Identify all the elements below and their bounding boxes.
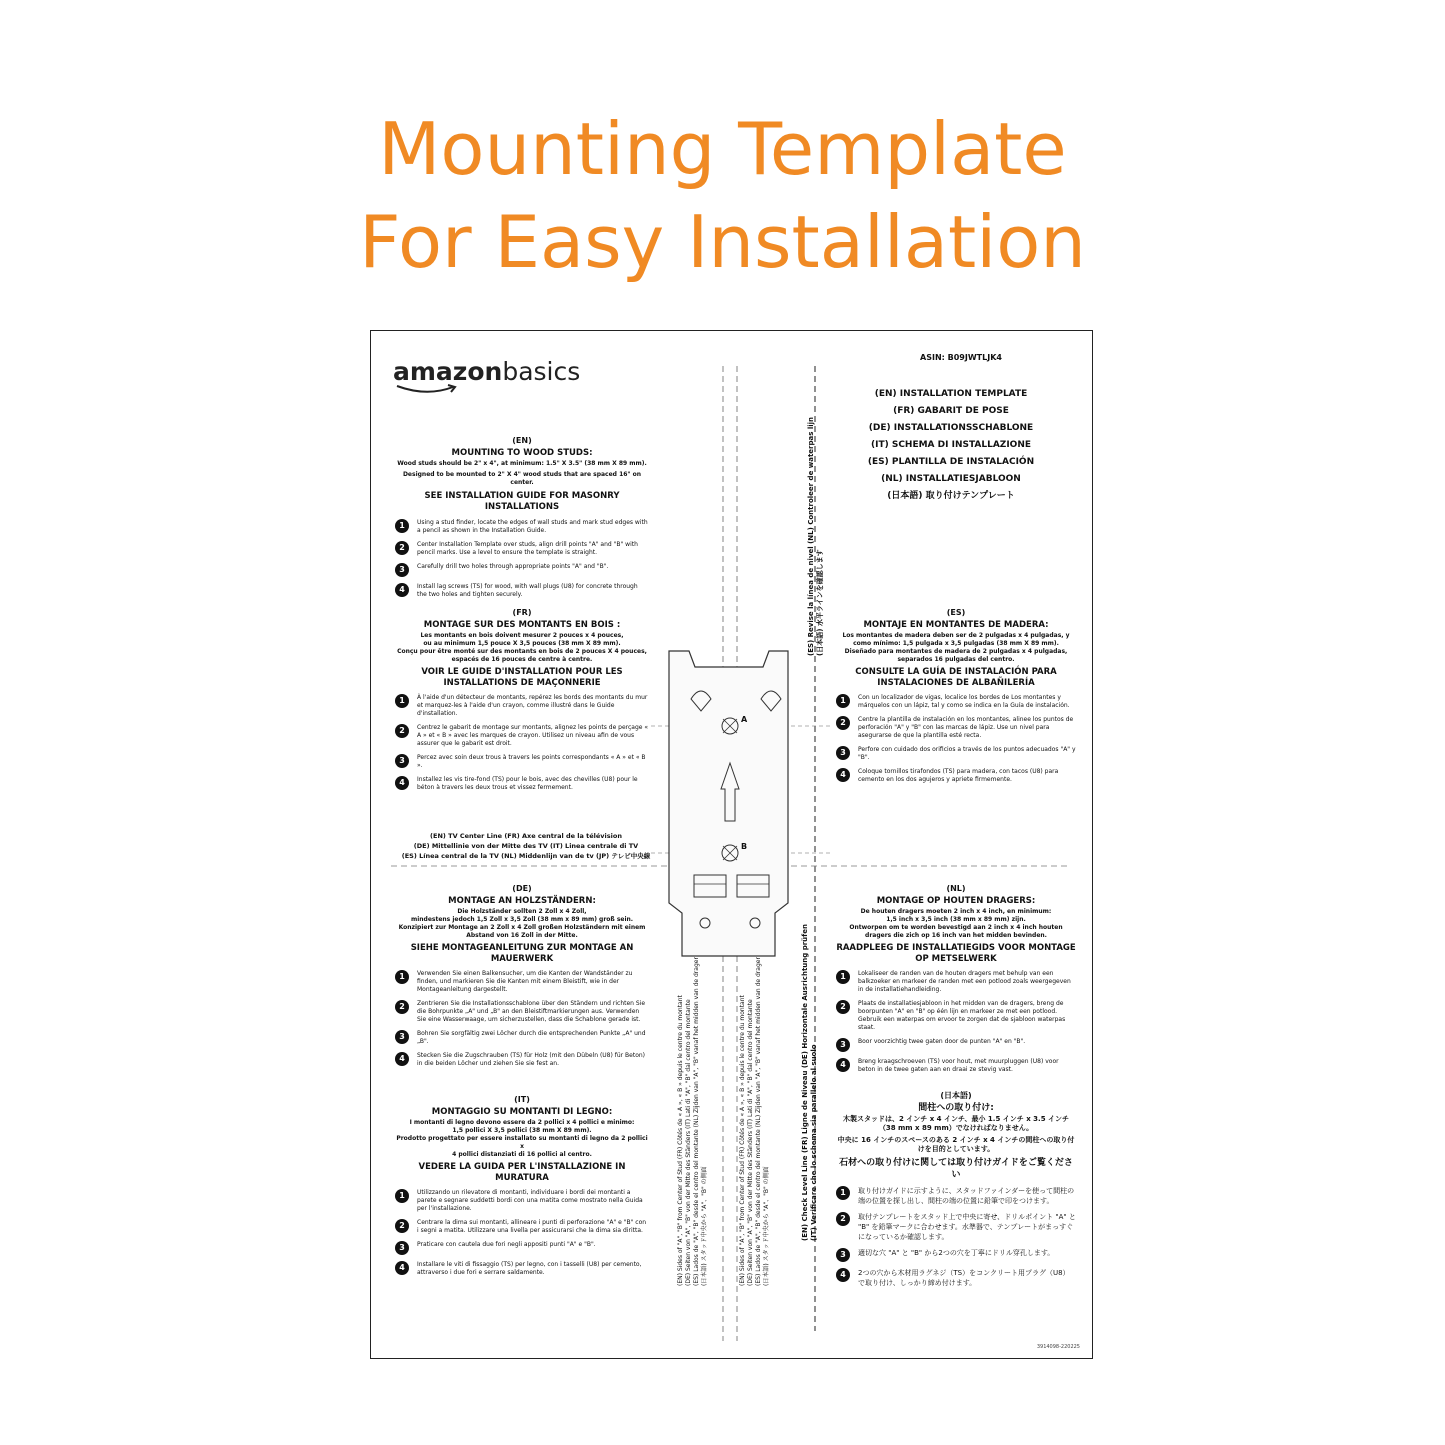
section-it-line: I montanti di legno devono essere da 2 pollici x 4 pollici e minimo: <box>409 1119 635 1126</box>
level-bottom-line-2: (IT) Verificare che lo schema sia parallelo al suolo <box>810 1044 818 1241</box>
step-text: Breng kraagschroeven (TS) voor hout, met muurpluggen (U8) voor beton in de twee gaten aan en draai ze stevig vast. <box>858 1058 1059 1073</box>
step-item <box>395 1189 649 1213</box>
step-number-icon: 1 <box>395 1189 409 1203</box>
section-nl-steps <box>836 970 1076 1074</box>
step-text: Zentrieren Sie die Installationsschablone über den Ständern und richten Sie die Bohrpunkte „A" und „B" an den Bleistiftmarkierungen aus. Verwenden Sie eine Wasserwaage, um sicherzustellen, dass die Schablone gerade ist. <box>417 1000 646 1023</box>
level-line-label-bottom <box>801 924 819 1241</box>
section-it-lang: (IT) <box>514 1095 530 1104</box>
step-text: 2つの穴から木材用ラグネジ（TS）をコンクリート用プラグ（U8）で取り付け、しっかり締め付けます。 <box>858 1269 1070 1287</box>
title-es: (ES) PLANTILLA DE INSTALACIÓN <box>867 457 1035 467</box>
section-es-line: Diseñado para montantes de madera de 2 pulgadas x 4 pulgadas, <box>844 648 1068 655</box>
step-number-icon: 4 <box>395 583 409 597</box>
step-item <box>395 1030 649 1046</box>
section-de-line: Konzipiert zur Montage an 2 Zoll x 4 Zoll großen Holzständern mit einem <box>398 924 646 931</box>
step-item <box>836 1000 1076 1032</box>
step-item <box>836 1058 1076 1074</box>
step-text: Plaats de installatiesjabloon in het midden van de dragers, breng de boorpunten "A" en "B" op één lijn en markeer ze met een potlood. Gebruik een waterpas om ervoor te zorgen dat de sjabloon waterpas staat. <box>858 1000 1066 1031</box>
section-fr-line: espacés de 16 pouces de centre à centre. <box>451 656 593 663</box>
step-number-icon: 1 <box>836 1186 850 1200</box>
step-number-icon: 2 <box>395 1219 409 1233</box>
tv-center-line-2: (DE) Mittellinie von der Mitte des TV (IT) Linea centrale di TV <box>413 842 639 850</box>
logo-wordmark-bold: amazon <box>393 357 503 386</box>
section-en-heading: MOUNTING TO WOOD STUDS: <box>451 448 593 458</box>
section-de-line: mindestens jedoch 1,5 Zoll x 3,5 Zoll (38 mm x 89 mm) groß sein. <box>410 916 634 923</box>
step-item <box>836 1268 1076 1288</box>
headline-line-2: For Easy Installation <box>359 200 1086 284</box>
section-jp-heading: 間柱への取り付け: <box>918 1103 994 1113</box>
section-fr-see-guide: VOIR LE GUIDE D'INSTALLATION POUR LES INSTALLATIONS DE MAÇONNERIE <box>421 667 623 688</box>
section-fr-lang: (FR) <box>512 608 532 617</box>
stud-left-line-4: (日本語) スタッド中央から "A"、"B" の側面 <box>701 1166 708 1286</box>
stud-right-line-4: (日本語) スタッド中央から "A"、"B" の側面 <box>763 1166 770 1286</box>
step-item <box>395 1261 649 1277</box>
section-es-see-guide: CONSULTE LA GUÍA DE INSTALACIÓN PARA INSTALACIONES DE ALBAÑILERÍA <box>855 667 1057 688</box>
step-text: Centrare la dima sui montanti, allineare i punti di perforazione "A" e "B" con i segni a matita. Utilizzare una livella per assicurarsi che la dima sia diritta. <box>417 1219 647 1234</box>
step-text: Carefully drill two holes through appropriate points "A" and "B". <box>417 563 609 570</box>
step-number-icon: 1 <box>395 519 409 533</box>
stud-side-label-left <box>677 957 709 1286</box>
section-de-see-guide: SIEHE MONTAGEANLEITUNG ZUR MONTAGE AN MAUERWERK <box>410 943 634 964</box>
title-de: (DE) INSTALLATIONSSCHABLONE <box>868 423 1034 433</box>
step-text: Centre la plantilla de instalación en los montantes, alinee los puntos de perforación "A" y "B" con las marcas de lápiz. Use un nivel para asegurarse de que la plantilla esté recta. <box>858 716 1074 739</box>
section-nl-lang: (NL) <box>946 884 966 893</box>
step-text: Praticare con cautela due fori negli appositi punti "A" e "B". <box>417 1241 596 1248</box>
section-nl-line: 1,5 inch x 3,5 inch (38 mm x 89 mm) zijn. <box>886 916 1026 923</box>
step-text: Installare le viti di fissaggio (TS) per legno, con i tasselli (U8) per cemento, attraverso i due fori e serrare saldamente. <box>417 1261 642 1276</box>
step-text: 取付テンプレートをスタッド上で中央に寄せ、ドリルポイント "A" と "B" を鉛筆マークに合わせます。水準器で、テンプレートがまっすぐになっているか確認します。 <box>858 1213 1076 1241</box>
title-fr: (FR) GABARIT DE POSE <box>893 406 1009 416</box>
drill-point-b-label: B <box>741 842 748 851</box>
section-it-line: 1,5 pollici X 3,5 pollici (38 mm X 89 mm). <box>452 1127 592 1134</box>
step-text: Con un localizador de vigas, localice los bordes de Los montantes y márquelos con un lápiz, tal y como se indica en la Guía de instalación. <box>858 694 1070 709</box>
title-nl: (NL) INSTALLATIESJABLOON <box>881 474 1021 484</box>
section-it-heading: MONTAGGIO SU MONTANTI DI LEGNO: <box>431 1107 613 1117</box>
step-number-icon: 2 <box>836 1212 850 1226</box>
section-fr-line: Conçu pour être monté sur des montants en bois de 2 pouces X 4 pouces, <box>397 648 647 655</box>
step-item <box>395 1052 649 1068</box>
section-it <box>395 1095 649 1283</box>
step-number-icon: 3 <box>836 746 850 760</box>
step-text: Boor voorzichtig twee gaten door de punten "A" en "B". <box>858 1038 1026 1045</box>
step-number-icon: 3 <box>395 563 409 577</box>
step-text: Stecken Sie die Zugschrauben (TS) für Holz (mit den Dübeln (U8) für Beton) in die beiden Löcher und ziehen Sie sie fest an. <box>417 1052 646 1067</box>
step-item <box>836 970 1076 994</box>
section-it-steps <box>395 1189 649 1277</box>
headline-line-1: Mounting Template <box>378 107 1067 191</box>
step-number-icon: 4 <box>395 1261 409 1275</box>
section-en-lang: (EN) <box>512 436 532 445</box>
section-fr-line: ou au minimum 1,5 pouce X 3,5 pouces (38 mm X 89 mm). <box>423 640 621 647</box>
step-text: Bohren Sie sorgfältig zwei Löcher durch die entsprechenden Punkte „A" und „B". <box>417 1030 646 1045</box>
step-number-icon: 4 <box>395 1052 409 1066</box>
tv-center-line-3: (ES) Línea central de la TV (NL) Middenlijn van de tv (JP) テレビ中央線 <box>401 852 651 860</box>
stud-right-line-1: (EN) Sides of "A", "B" from Center of Stud (FR) Côtés de « A », « B » depuis le centre du montant <box>739 995 746 1286</box>
section-nl-line: De houten dragers moeten 2 inch x 4 inch, en minimum: <box>860 908 1052 915</box>
step-item <box>836 1248 1076 1262</box>
step-number-icon: 4 <box>836 1058 850 1072</box>
title-en: (EN) INSTALLATION TEMPLATE <box>874 389 1028 399</box>
level-top-line-1: (ES) Revise la línea de nivel (NL) Controleer de waterpas lijn <box>807 416 815 656</box>
step-number-icon: 4 <box>395 776 409 790</box>
step-number-icon: 3 <box>395 1241 409 1255</box>
section-fr-heading: MONTAGE SUR DES MONTANTS EN BOIS : <box>423 620 621 630</box>
step-item <box>395 1241 649 1255</box>
stud-left-line-2: (DE) Seiten von "A", "B" von der Mitte des Ständers (IT) Lati di "A", "B" dal centro del montante <box>685 999 692 1286</box>
section-jp-line: 木製スタッドは、2 インチ x 4 インチ、最小 1.5 インチ x 3.5 インチ（38 mm x 89 mm）でなければなりません。 <box>842 1115 1069 1132</box>
section-it-see-guide: VEDERE LA GUIDA PER L'INSTALLAZIONE IN MURATURA <box>418 1162 626 1183</box>
section-de-steps <box>395 970 649 1068</box>
step-number-icon: 4 <box>836 1268 850 1282</box>
logo-wordmark-light: basics <box>502 357 581 386</box>
drill-point-a-label: A <box>741 715 748 724</box>
step-text: Install lag screws (TS) for wood, with wall plugs (U8) for concrete through the two holes and tighten securely. <box>417 583 638 598</box>
section-es-line: separados 16 pulgadas del centro. <box>897 656 1015 663</box>
step-text: 取り付けガイドに示すように、スタッドファインダーを使って間柱の端の位置を探し出し、間柱の端の位置に鉛筆で印をつけます。 <box>858 1187 1075 1205</box>
step-number-icon: 3 <box>395 754 409 768</box>
section-jp-lang: (日本語) <box>940 1091 972 1100</box>
step-text: Center Installation Template over studs, align drill points "A" and "B" with pencil marks. Use a level to ensure the template is straight. <box>417 541 638 556</box>
section-nl-heading: MONTAGE OP HOUTEN DRAGERS: <box>876 896 1036 906</box>
tv-center-line-label <box>391 831 661 861</box>
step-number-icon: 1 <box>836 970 850 984</box>
step-number-icon: 3 <box>836 1248 850 1262</box>
section-it-line: Prodotto progettato per essere installato su montanti di legno da 2 pollici x <box>396 1135 648 1150</box>
step-text: Lokaliseer de randen van de houten dragers met behulp van een balkzoeker en markeer de randen met een potlood zoals weergegeven in de installatiehandleiding. <box>858 970 1071 993</box>
step-number-icon: 2 <box>395 1000 409 1014</box>
step-number-icon: 2 <box>395 724 409 738</box>
title-it: (IT) SCHEMA DI INSTALLAZIONE <box>870 440 1032 450</box>
section-de-lang: (DE) <box>512 884 532 893</box>
title-jp: (日本語) 取り付けテンプレート <box>887 491 1015 501</box>
stud-left-line-3: (ES) Lados de "A", "B" desde el centro del montante (NL) Zijden van "A", "B" vanaf het midden van de drager <box>693 957 700 1286</box>
section-es-line: Los montantes de madera deben ser de 2 pulgadas x 4 pulgadas, y <box>842 632 1070 639</box>
level-line-label-top <box>807 417 825 656</box>
stud-side-label-right <box>739 957 771 1286</box>
section-jp-line: 中央に 16 インチのスペースのある 2 インチ x 4 インチの間柱への取り付けを目的としています。 <box>837 1136 1075 1153</box>
section-nl-line: dragers die zich op 16 inch van het midden bevinden. <box>865 932 1047 939</box>
step-number-icon: 2 <box>836 1000 850 1014</box>
section-de-line: Abstand von 16 Zoll in der Mitte. <box>466 932 578 939</box>
installation-template-sheet <box>370 330 1093 1359</box>
step-number-icon: 2 <box>395 541 409 555</box>
step-text: Coloque tornillos tirafondos (TS) para madera, con tacos (U8) para cemento en los dos agujeros y apriete firmemente. <box>858 768 1059 783</box>
step-text: Using a stud finder, locate the edges of wall studs and mark stud edges with a pencil as shown in the Installation Guide. <box>417 519 648 534</box>
section-jp-see-guide: 石材への取り付けに関しては取り付けガイドをご覧ください <box>839 1158 1073 1180</box>
step-text: À l'aide d'un détecteur de montants, repérez les bords des montants du mur et marquez-les à l'aide d'un crayon, comme illustré dans le Guide d'installation. <box>417 694 648 717</box>
step-item <box>395 1000 649 1024</box>
step-item <box>395 970 649 994</box>
step-text: Perfore con cuidado dos orificios a través de los puntos adecuados "A" y "B". <box>858 746 1076 761</box>
section-nl <box>836 884 1076 1080</box>
step-number-icon: 1 <box>836 694 850 708</box>
level-bottom-line-1: (EN) Check Level Line (FR) Ligne de Niveau (DE) Horizontale Ausrichtung prüfen <box>801 924 809 1241</box>
step-number-icon: 1 <box>395 970 409 984</box>
step-item <box>836 1212 1076 1242</box>
section-en-see-guide: SEE INSTALLATION GUIDE FOR MASONRY INSTALLATIONS <box>424 491 620 512</box>
section-en-line: Wood studs should be 2" x 4", at minimum: 1.5" X 3.5" (38 mm X 89 mm). <box>397 460 647 467</box>
tv-center-line-1: (EN) TV Center Line (FR) Axe central de la télévision <box>430 832 622 840</box>
section-de-line: Die Holzständer sollten 2 Zoll x 4 Zoll, <box>457 908 587 915</box>
section-es-lang: (ES) <box>946 608 966 617</box>
section-de <box>395 884 649 1074</box>
stud-right-line-3: (ES) Lados de "A", "B" desde el centro del montante (NL) Zijden van "A", "B" vanaf het midden van de drager <box>755 957 762 1286</box>
step-text: Installez les vis tire-fond (TS) pour le bois, avec des chevilles (U8) pour le béton à travers les deux trous et vissez fermement. <box>417 776 638 791</box>
step-number-icon: 1 <box>395 694 409 708</box>
section-en-line: Designed to be mounted to 2" X 4" wood studs that are spaced 16" on center. <box>402 471 642 486</box>
step-text: Percez avec soin deux trous à travers les points correspondants « A » et « B ». <box>417 754 646 769</box>
section-jp <box>836 1091 1076 1294</box>
section-es-line: como mínimo: 1,5 pulgada x 3,5 pulgadas (38 mm X 89 mm). <box>853 640 1059 647</box>
section-jp-steps <box>836 1186 1076 1288</box>
step-item <box>836 1186 1076 1206</box>
asin-label: ASIN: B09JWTLJK4 <box>920 353 1002 362</box>
step-number-icon: 4 <box>836 768 850 782</box>
step-text: Utilizzando un rilevatore di montanti, individuare i bordi dei montanti a parete e segnare suddetti bordi con una matita come mostrato nella Guida per l'installazione. <box>417 1189 643 1212</box>
section-it-line: 4 pollici distanziati di 16 pollici al centro. <box>452 1151 592 1158</box>
step-number-icon: 2 <box>836 716 850 730</box>
step-text: Verwenden Sie einen Balkensucher, um die Kanten der Wandständer zu finden, und markieren Sie die Kanten mit einem Bleistift, wie in der Montageanleitung dargestellt. <box>417 970 633 993</box>
step-item <box>395 1219 649 1235</box>
footer-code: 3914098-220225 <box>1036 1344 1080 1350</box>
section-nl-line: Ontworpen om te worden bevestigd aan 2 inch x 4 inch houten <box>849 924 1063 931</box>
section-fr-line: Les montants en bois doivent mesurer 2 pouces x 4 pouces, <box>420 632 624 639</box>
stud-left-line-1: (EN) Sides of "A", "B" from Center of Stud (FR) Côtés de « A », « B » depuis le centre du montant <box>677 995 684 1286</box>
step-number-icon: 3 <box>836 1038 850 1052</box>
section-nl-see-guide: RAADPLEEG DE INSTALLATIEGIDS VOOR MONTAGE OP METSELWERK <box>836 943 1076 964</box>
level-top-line-2: (日本語) 水平ラインを確認します <box>816 549 824 656</box>
step-text: Centrez le gabarit de montage sur montants, alignez les points de perçage « A » et « B » avec les marques de crayon. Utilisez un niveau afin de vous assurer que le gabarit est droit. <box>417 724 649 747</box>
stud-right-line-2: (DE) Seiten von "A", "B" von der Mitte des Ständers (IT) Lati di "A", "B" dal centro del montante <box>747 999 754 1286</box>
section-de-heading: MONTAGE AN HOLZSTÄNDERN: <box>448 896 596 906</box>
section-es-heading: MONTAJE EN MONTANTES DE MADERA: <box>863 620 1049 630</box>
step-text: 適切な穴 "A" と "B" から2つの穴を丁寧にドリル穿孔します。 <box>858 1249 1055 1257</box>
step-number-icon: 3 <box>395 1030 409 1044</box>
step-item <box>836 1038 1076 1052</box>
